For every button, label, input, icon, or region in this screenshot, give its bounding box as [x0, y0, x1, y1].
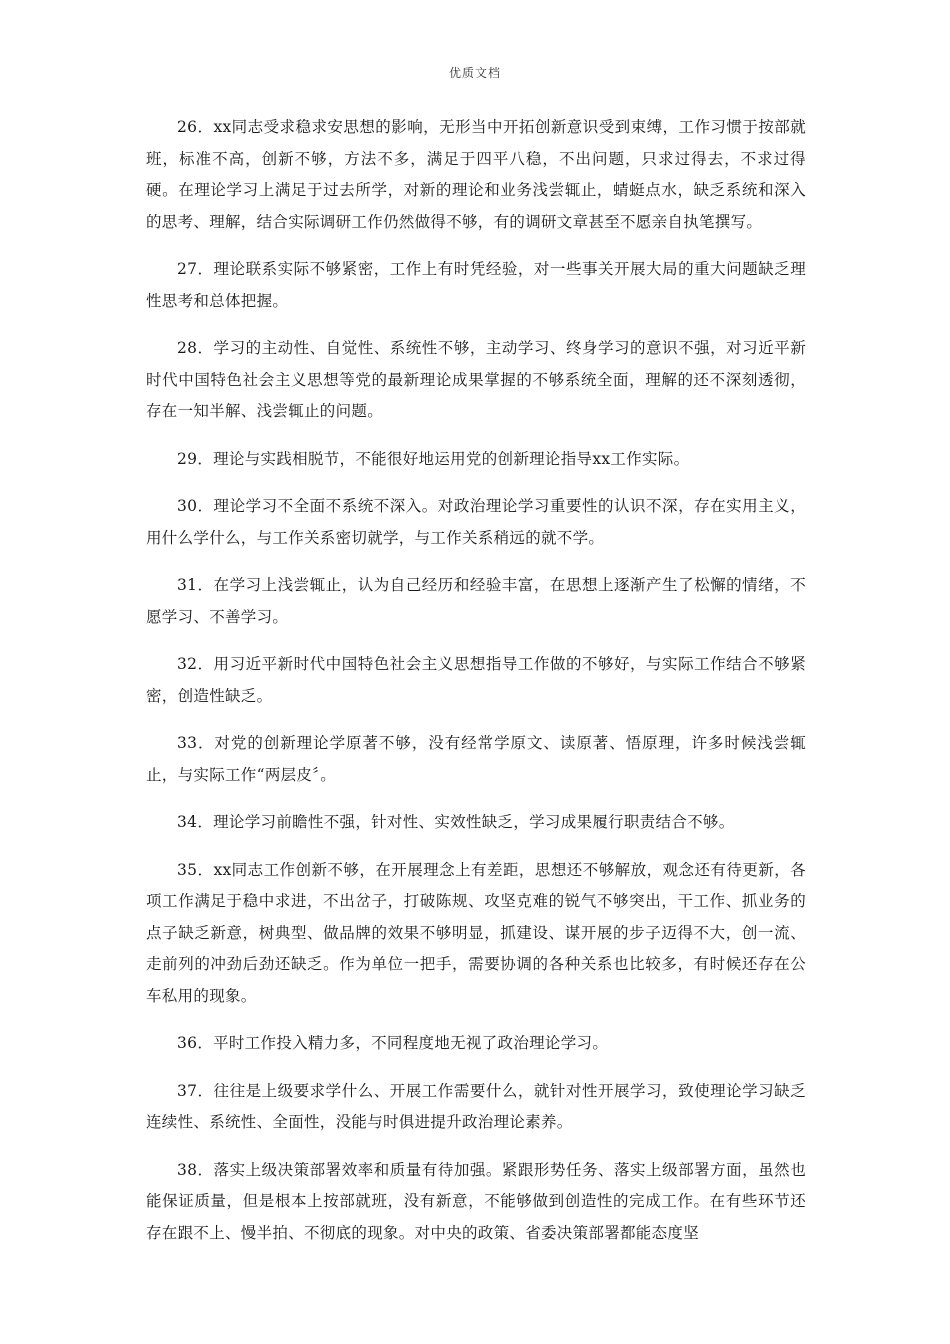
document-body	[146, 112, 806, 1265]
paragraph-32: 32．用习近平新时代中国特色社会主义思想指导工作做的不够好，与实际工作结合不够紧密，创造性缺乏。	[146, 655, 806, 705]
paragraph-36: 36．平时工作投入精力多，不同程度地无视了政治理论学习。	[177, 1034, 609, 1052]
paragraph-29: 29．理论与实践相脱节，不能很好地运用党的创新理论指导xx工作实际。	[177, 449, 690, 468]
paragraph-27: 27．理论联系实际不够紧密，工作上有时凭经验，对一些事关开展大局的重大问题缺乏理性思考和总体把握。	[146, 260, 806, 310]
paragraph-30: 30．理论学习不全面不系统不深入。对政治理论学习重要性的认识不深，存在实用主义，用什么学什么，与工作关系密切就学，与工作关系稍远的就不学。	[146, 497, 806, 547]
paragraph-35: 35．xx同志工作创新不够，在开展理念上有差距，思想还不够解放，观念还有待更新，各项工作满足于稳中求进，不出岔子，打破陈规、攻坚克难的锐气不够突出，干工作、抓业务的点子缺乏新意，树典型、做品牌的效果不够明显，抓建设、谋开展的步子迈得不大，创一流、走前列的冲劲后劲还缺乏。作为单位一把手，需要协调的各种关系也比较多，有时候还存在公车私用的现象。	[146, 860, 806, 1005]
page-header: 优质文档	[448, 66, 501, 80]
paragraph-28: 28．学习的主动性、自觉性、系统性不够，主动学习、终身学习的意识不强，对习近平新时代中国特色社会主义思想等党的最新理论成果掌握的不够系统全面，理解的还不深刻透彻，存在一知半解、浅尝辄止的问题。	[146, 339, 806, 420]
paragraph-33: 33．对党的创新理论学原著不够，没有经常学原文、读原著、悟原理，许多时候浅尝辄止，与实际工作“两层皮〞。	[146, 734, 806, 784]
paragraph-26: 26．xx同志受求稳求安思想的影响，无形当中开拓创新意识受到束缚，工作习惯于按部就班，标准不高，创新不够，方法不多，满足于四平八稳，不出问题，只求过得去，不求过得硬。在理论学习上满足于过去所学，对新的理论和业务浅尝辄止，蜻蜓点水，缺乏系统和深入的思考、理解，结合实际调研工作仍然做得不够，有的调研文章甚至不愿亲自执笔撰写。	[146, 118, 806, 231]
paragraph-34: 34．理论学习前瞻性不强，针对性、实效性缺乏，学习成果履行职责结合不够。	[177, 813, 735, 831]
paragraph-38: 38．落实上级决策部署效率和质量有待加强。紧跟形势任务、落实上级部署方面，虽然也能保证质量，但是根本上按部就班，没有新意，不能够做到创造性的完成工作。在有些环节还存在跟不上、慢半拍、不彻底的现象。对中央的政策、省委决策部署都能态度坚	[146, 1160, 806, 1242]
paragraph-37: 37．往往是上级要求学什么、开展工作需要什么，就针对性开展学习，致使理论学习缺乏连续性、系统性、全面性，没能与时俱进提升政治理论素养。	[146, 1081, 806, 1131]
paragraph-31: 31．在学习上浅尝辄止，认为自己经历和经验丰富，在思想上逐渐产生了松懈的情绪，不愿学习、不善学习。	[146, 576, 806, 626]
